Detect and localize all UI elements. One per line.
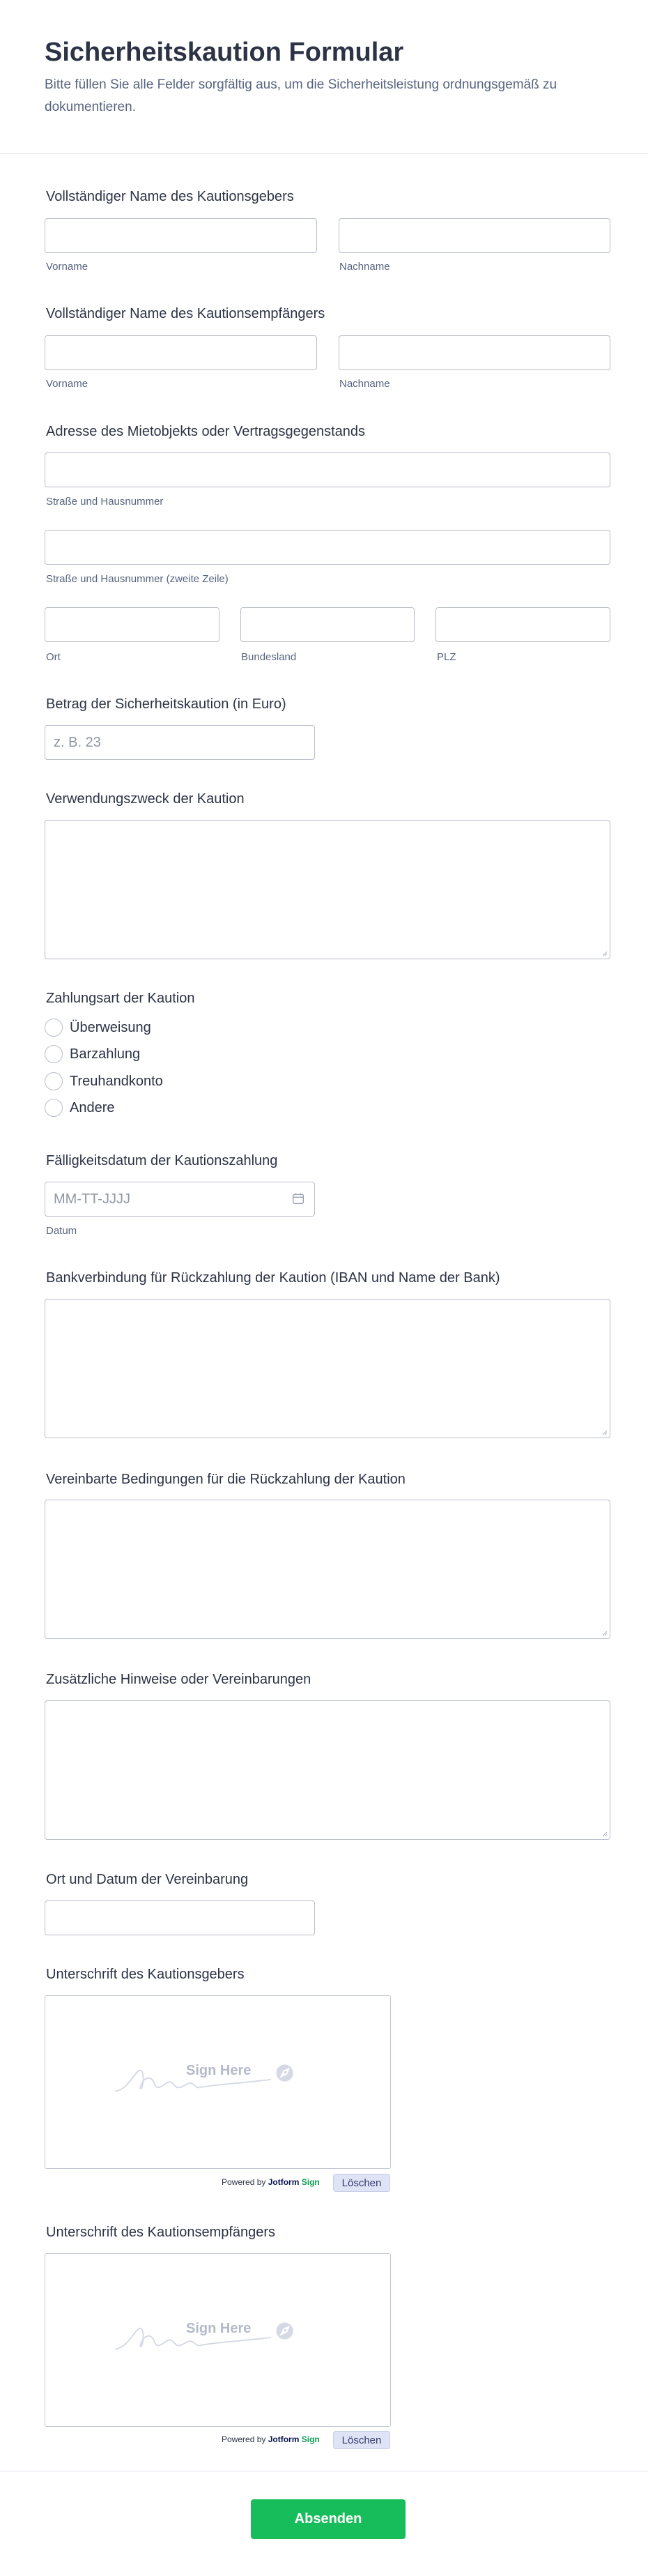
sign-here-text: Sign Here	[186, 2063, 252, 2078]
sign-here-text: Sign Here	[186, 2321, 252, 2336]
city-input[interactable]	[45, 607, 219, 642]
zip-sublabel: PLZ	[437, 651, 456, 663]
payment-method-label: Zahlungsart der Kaution	[46, 991, 195, 1006]
due-date-label: Fälligkeitsdatum der Kautionszahlung	[46, 1153, 278, 1168]
state-input[interactable]	[240, 607, 415, 642]
depositor-name-label: Vollständiger Name des Kautionsgebers	[46, 189, 294, 204]
bank-details-label: Bankverbindung für Rückzahlung der Kaution (IBAN und Name der Bank)	[46, 1270, 500, 1286]
signature-depositor-label: Unterschrift des Kautionsgebers	[46, 1967, 245, 1982]
radio-label: Treuhandkonto	[70, 1073, 163, 1089]
signature-recipient-clear-button[interactable]: Löschen	[333, 2431, 390, 2449]
resize-grip-icon[interactable]	[601, 1428, 608, 1435]
place-date-input[interactable]	[45, 1900, 315, 1935]
notes-textarea[interactable]	[45, 1700, 610, 1840]
submit-button[interactable]: Absenden	[251, 2499, 406, 2539]
notes-label: Zusätzliche Hinweise oder Vereinbarungen	[46, 1672, 311, 1687]
repayment-terms-label: Vereinbarte Bedingungen für die Rückzahlung der Kaution	[46, 1472, 406, 1487]
signature-recipient-pad[interactable]	[45, 2253, 391, 2427]
repayment-terms-textarea[interactable]	[45, 1500, 610, 1639]
recipient-last-name-input[interactable]	[339, 335, 610, 370]
address-label: Adresse des Mietobjekts oder Vertragsgegenstands	[46, 424, 366, 439]
jotform-brand: Jotform	[268, 2177, 300, 2187]
purpose-label: Verwendungszweck der Kaution	[46, 791, 245, 807]
recipient-name-label: Vollständiger Name des Kautionsempfängers	[46, 306, 325, 321]
calendar-icon[interactable]	[292, 1192, 304, 1205]
street2-input[interactable]	[45, 530, 610, 565]
signature-scribble-icon	[115, 2317, 310, 2356]
recipient-first-name-input[interactable]	[45, 335, 317, 370]
amount-input[interactable]	[45, 725, 315, 760]
resize-grip-icon[interactable]	[601, 950, 608, 957]
radio-label: Überweisung	[70, 1019, 151, 1035]
recipient-first-name-sublabel: Vorname	[46, 378, 88, 390]
street2-sublabel: Straße und Hausnummer (zweite Zeile)	[46, 573, 229, 585]
form-subtitle: Bitte füllen Sie alle Felder sorgfältig aus, um die Sicherheitsleistung ordnungsgemäß zu dokumentieren.	[45, 77, 557, 114]
powered-by-label: Powered by	[222, 2177, 266, 2187]
signature-depositor-pad[interactable]	[45, 1995, 391, 2169]
depositor-last-name-input[interactable]	[339, 218, 610, 253]
bank-details-textarea[interactable]	[45, 1299, 610, 1438]
resize-grip-icon[interactable]	[601, 1830, 608, 1837]
depositor-first-name-input[interactable]	[45, 218, 317, 253]
purpose-textarea[interactable]	[45, 820, 610, 959]
jotform-sign-brand: Sign	[301, 2434, 320, 2444]
signature-scribble-icon	[115, 2059, 310, 2098]
payment-option-cash[interactable]	[45, 1045, 140, 1063]
jotform-brand: Jotform	[268, 2434, 300, 2444]
city-sublabel: Ort	[46, 651, 61, 663]
signature-recipient-label: Unterschrift des Kautionsempfängers	[46, 2225, 276, 2240]
street-sublabel: Straße und Hausnummer	[46, 496, 164, 508]
powered-by-label: Powered by	[222, 2434, 266, 2444]
radio-button[interactable]	[45, 1072, 63, 1090]
street-input[interactable]	[45, 452, 610, 487]
radio-button[interactable]	[45, 1045, 63, 1063]
recipient-last-name-sublabel: Nachname	[339, 378, 390, 390]
payment-option-transfer[interactable]	[45, 1019, 151, 1037]
form-header	[0, 0, 648, 154]
payment-option-escrow[interactable]	[45, 1072, 163, 1090]
due-date-sublabel: Datum	[46, 1225, 77, 1237]
amount-label: Betrag der Sicherheitskaution (in Euro)	[46, 696, 286, 712]
due-date-input[interactable]	[45, 1182, 315, 1217]
zip-input[interactable]	[435, 607, 610, 642]
powered-by-text	[222, 2434, 320, 2444]
radio-label: Andere	[70, 1099, 115, 1115]
depositor-first-name-sublabel: Vorname	[46, 261, 88, 273]
signature-depositor-clear-button[interactable]: Löschen	[333, 2174, 390, 2192]
resize-grip-icon[interactable]	[601, 1629, 608, 1636]
place-date-label: Ort und Datum der Vereinbarung	[46, 1872, 249, 1887]
jotform-sign-brand: Sign	[301, 2177, 320, 2187]
powered-by-text	[222, 2177, 320, 2187]
radio-button[interactable]	[45, 1019, 63, 1037]
radio-button[interactable]	[45, 1099, 63, 1117]
form-title: Sicherheitskaution Formular	[45, 38, 404, 67]
depositor-last-name-sublabel: Nachname	[339, 261, 390, 273]
radio-label: Barzahlung	[70, 1046, 141, 1062]
payment-option-other[interactable]	[45, 1099, 115, 1117]
state-sublabel: Bundesland	[241, 651, 297, 663]
